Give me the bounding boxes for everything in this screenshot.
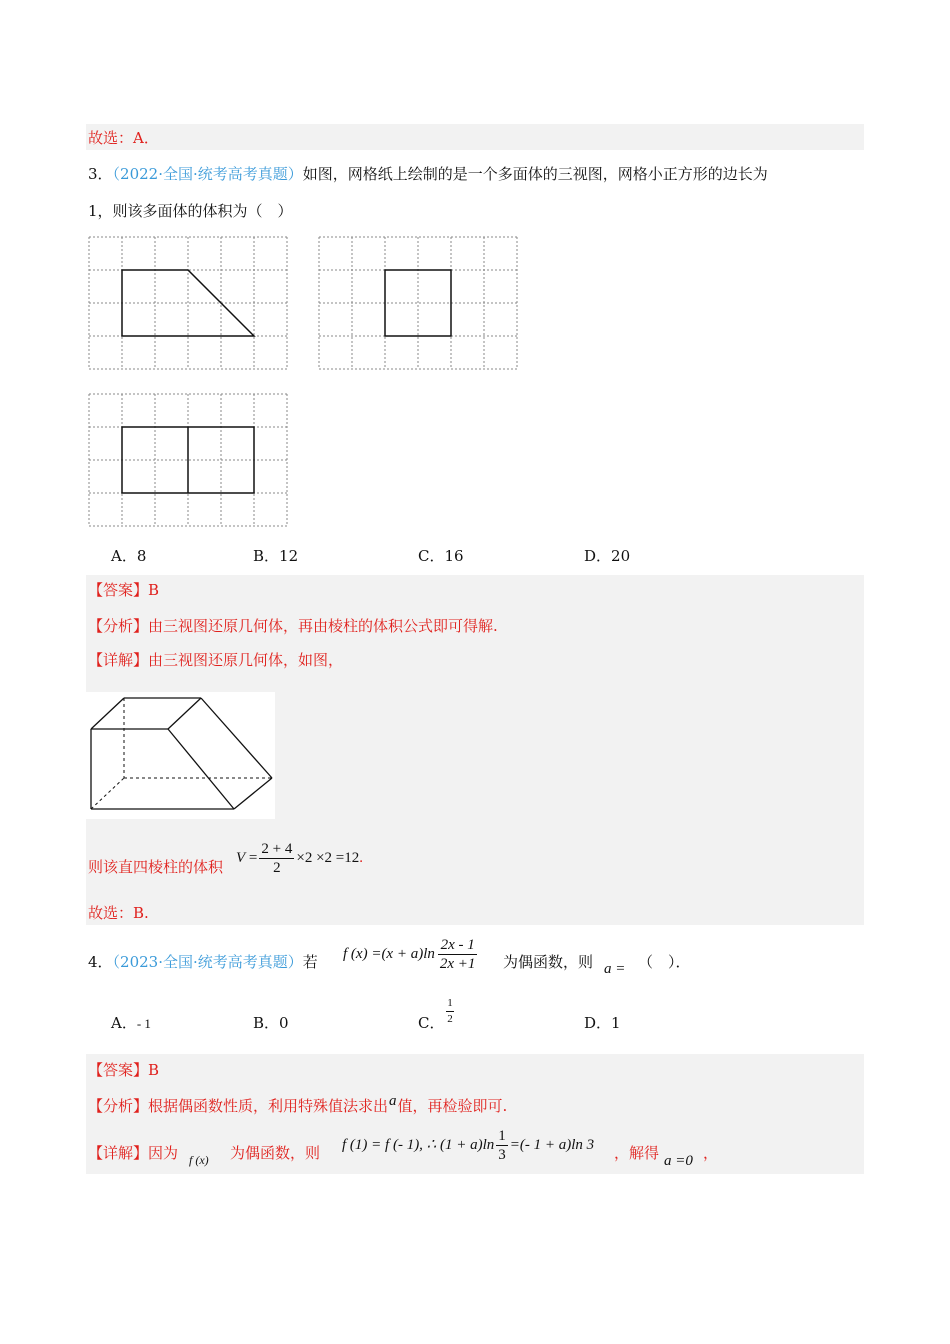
- q4-source[interactable]: （2023·全国·统考高考真题）: [112, 953, 303, 971]
- q3-stem-line1: [88, 164, 768, 184]
- q4-stem-head: 4．（2023·全国·统考高考真题）若: [88, 953, 318, 971]
- q4-detail-intro: 【详解】因为: [88, 1144, 179, 1162]
- q4-detail-mid: 为偶函数，则: [230, 1144, 321, 1162]
- q4-option-b[interactable]: B．0: [253, 1014, 289, 1032]
- q4-option-c[interactable]: C．: [418, 1014, 445, 1032]
- q3-option-d[interactable]: D．20: [584, 547, 631, 565]
- q3-front-view-figure: [89, 237, 289, 369]
- q2-conclusion-band: [86, 124, 864, 150]
- q3-option-b[interactable]: B．12: [253, 547, 299, 565]
- q4-analysis: 【分析】根据偶函数性质，利用特殊值法求出a值，再检验即可.: [88, 1093, 508, 1115]
- q4-option-a[interactable]: A．- 1: [111, 1014, 151, 1032]
- q2-conclusion: 故选：A．: [88, 129, 159, 147]
- q3-side-view-figure: [319, 237, 519, 369]
- q4-function: f (x) =(x + a)ln $\frac{2x - 1}{2x +1}$: [343, 937, 476, 972]
- q4-ask: a =: [604, 961, 626, 977]
- q3-stem-line2: 1，则该多面体的体积为（ ）: [88, 202, 293, 220]
- q4-detail-func: f (x): [189, 1153, 209, 1167]
- q3-source[interactable]: （2022·全国·统考高考真题）: [112, 165, 303, 183]
- q3-detail: 【详解】由三视图还原几何体，如图，: [88, 651, 344, 669]
- q3-stem-text: 如图，网格纸上绘制的是一个多面体的三视图，网格小正方形的边长为: [302, 165, 768, 183]
- q3-conclusion: 故选：B.: [88, 904, 149, 922]
- q4-number: 4．: [88, 953, 113, 971]
- q4-answer: 【答案】B: [88, 1061, 160, 1079]
- q4-detail-result: a =0: [664, 1153, 693, 1169]
- q4-option-c-fraction: 1 2: [447, 997, 453, 1025]
- q3-volume-text: 则该直四棱柱的体积: [88, 858, 224, 876]
- q3-top-view-figure: [89, 394, 289, 526]
- q4-detail-solve: ，解得: [614, 1144, 660, 1162]
- q4-stem-post: 为偶函数，则: [503, 953, 594, 971]
- q3-solid-figure: [86, 692, 275, 819]
- q3-option-c[interactable]: C．16: [418, 547, 464, 565]
- q3-option-a[interactable]: A．8: [111, 547, 147, 565]
- q3-volume-formula: V = $\frac{2 + 4}{2}$ ×2 ×2 =12.: [236, 841, 363, 876]
- q4-ask-end: （ ）．: [638, 953, 691, 971]
- q3-answer: 【答案】B: [88, 581, 160, 599]
- q3-analysis: 【分析】由三视图还原几何体，再由棱柱的体积公式即可得解.: [88, 617, 498, 635]
- q4-detail-equation: f (1) = f (- 1), ∴ (1 + a)ln $\frac{1}{3}$ =(- 1 + a)ln 3: [342, 1128, 595, 1163]
- q4-option-d[interactable]: D．1: [584, 1014, 621, 1032]
- q3-number: 3．: [88, 165, 113, 183]
- q4-detail-end: ，: [703, 1144, 719, 1162]
